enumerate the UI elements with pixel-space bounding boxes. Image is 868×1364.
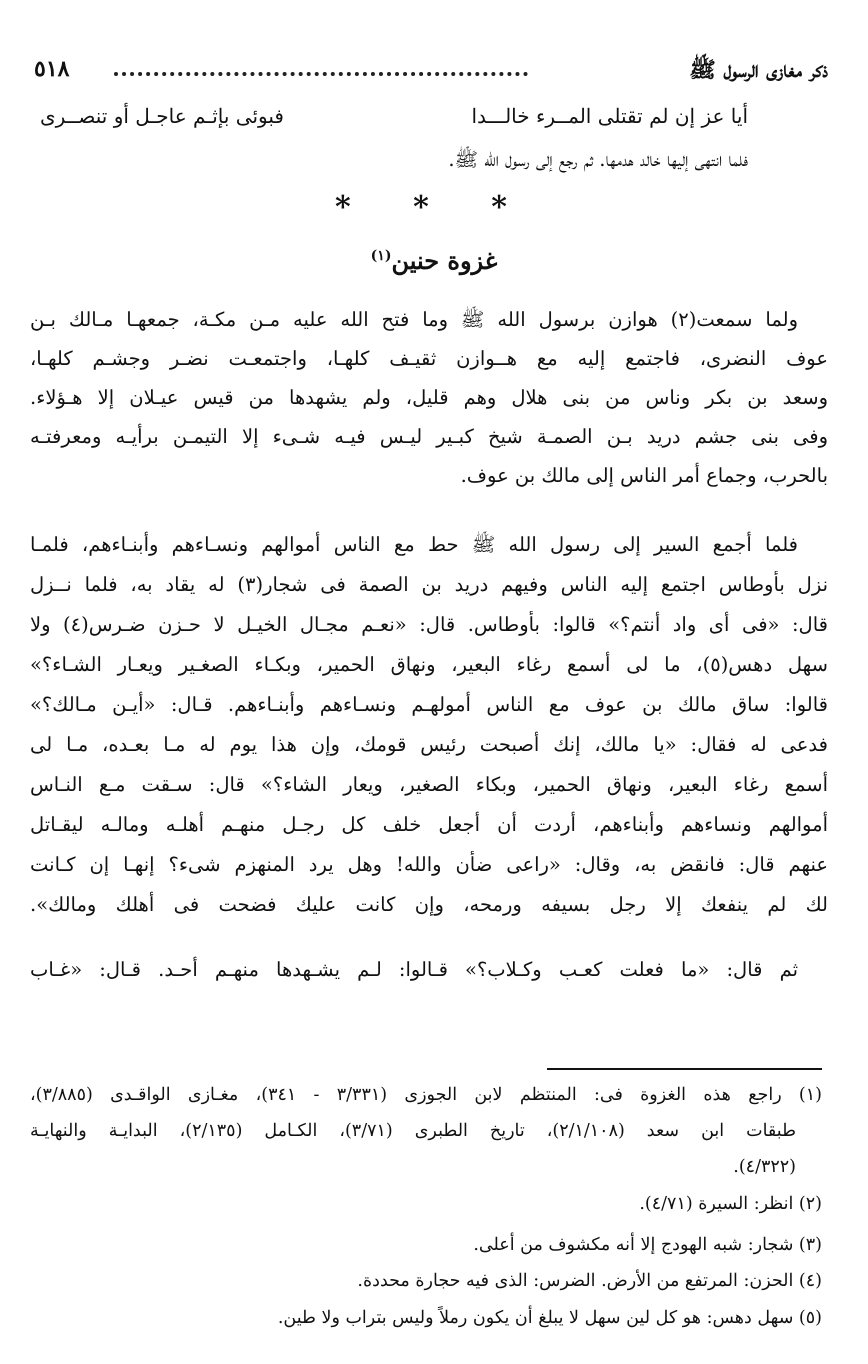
verse-second-hemistich: فبوئى بإثـم عاجـل أو تنصــرى [40,104,284,128]
paragraph-2-line-1: فلما أجمع السير إلى رسول الله ﷺ حط مع الناس أموالهم ونسـاءهم وأبنـاءهم، فلمـا [30,533,798,556]
paragraph-2-line-2: نزل بأوطاس اجتمع إليه الناس وفيهم دريد بن الصمة فى شجار(٣) له يقاد به، فلما نــزل [30,573,828,596]
paragraph-1-line-4: وفى بنى جشم دريد بـن الصمـة شيخ كبـير ليـس فيـه شـىء إلا التيمـن برأيـه ومعرفتـه [30,425,828,448]
footnote-1-line-3: (٤/٣٢٢). [733,1157,796,1177]
footnote-5: (٥) سهل دهس: هو كل لين سهل لا يبلغ أن يكون رملاً وليس بتراب ولا طين. [277,1308,822,1328]
paragraph-2-line-6: فدعى له فقال: «يا مالك، إنك أصبحت رئيس قومك، وإن هذا يوم له مـا بعـده، مـا لى [30,733,828,756]
paragraph-1-line-3: وسعد بن بكر وناس من بنى هلال وهم قليل، ولم يشهدها من قيس عيـلان إلا هـؤلاء. [30,386,828,409]
paragraph-2-line-8: أموالهم ونساءهم وأبناءهم، أردت أن أجعل خلف كل رجـل منهـم أهلـه ومالـه ليقـاتل [30,813,828,836]
verse-first-hemistich: أيا عز إن لم تقتلى المــرء خالـــدا [471,104,748,128]
page-number: ٥١٨ [34,56,70,82]
section-separator: * * * [335,190,533,225]
footnote-2: (٢) انظر: السيرة (٤/٧١). [639,1194,822,1214]
section-note-ref: (١) [370,248,392,264]
paragraph-2-line-5: قالوا: ساق مالك بن عوف مع الناس أمولهـم ونسـاءهم وأبنـاءهم. قـال: «أيـن مـالك؟» [30,693,828,716]
paragraph-2-line-7: أسمع رغاء البعير، ونهاق الحمير، وبكاء الصغير، ويعار الشاء؟» قال: سـقت مـع النـاس [30,773,828,796]
footnote-1-line-1: (١) راجع هذه الغزوة فى: المنتظم لابن الجوزى (٣/٣٣١ - ٣٤١)، مغـازى الواقـدى (٣/٨٨٥)، [30,1085,822,1105]
section-heading [0,246,868,275]
paragraph-2-line-10: لك لم ينفعك إلا رجل بسيفه ورمحه، وإن كانت عليك فضحت فى أهلك ومالك». [30,893,828,916]
running-header [34,50,828,94]
paragraph-2-line-3: قال: «فى أى واد أنتم؟» قالوا: بأوطاس. قال: «نعـم مجـال الخيـل لا حـزن ضـرس(٤) ولا [30,613,828,636]
footnote-rule [547,1068,822,1070]
footnote-4: (٤) الحزن: المرتفع من الأرض. الضرس: الذى فيه حجارة محددة. [357,1271,822,1291]
paragraph-1-line-1: ولما سمعت(٢) هوازن برسول الله ﷺ وما فتح الله عليه مـن مكـة، جمعهـا مـالك بـن [30,308,798,331]
paragraph-2-line-4: سهل دهس(٥)، ما لى أسمع رغاء البعير، ونهاق الحمير، وبكـاء الصغـير ويعـار الشـاء؟» [30,653,828,676]
footnote-1-line-2: طبقات ابن سعد (٢/١/١٠٨)، تاريخ الطبرى (٣/٧١)، الكـامل (٢/١٣٥)، البدايـة والنهايـة [30,1121,796,1141]
paragraph-1-line-5: بالحرب، وجماع أمر الناس إلى مالك بن عوف. [460,464,828,487]
chapter-title: ذكر مغازى الرسول ﷺ [689,57,828,83]
paragraph-2-line-9: عنهم قال: فانقض به، وقال: «راعى ضأن والله! وهل يرد المنهزم شىء؟ إنهـا إن كـانت [30,853,828,876]
paragraph-1-line-2: عوف النضرى، فاجتمع إليه مع هــوازن ثقيـف كلهـا، واجتمعـت نضـر وجشـم كلهـا، [30,347,828,370]
paragraph-3-line-1: ثم قال: «ما فعلت كعـب وكـلاب؟» قـالوا: لـم يشـهدها منهـم أحـد. قـال: «غـاب [30,958,798,981]
section-title: غزوة حنين [391,246,498,275]
intro-line: فلما انتهى إليها خالد هدمها. ثم رجع إلى رسول الله ﷺ. [448,148,748,171]
footnote-3: (٣) شجار: شبه الهودج إلا أنه مكشوف من أعلى. [473,1235,822,1255]
dotted-leader [114,72,528,76]
